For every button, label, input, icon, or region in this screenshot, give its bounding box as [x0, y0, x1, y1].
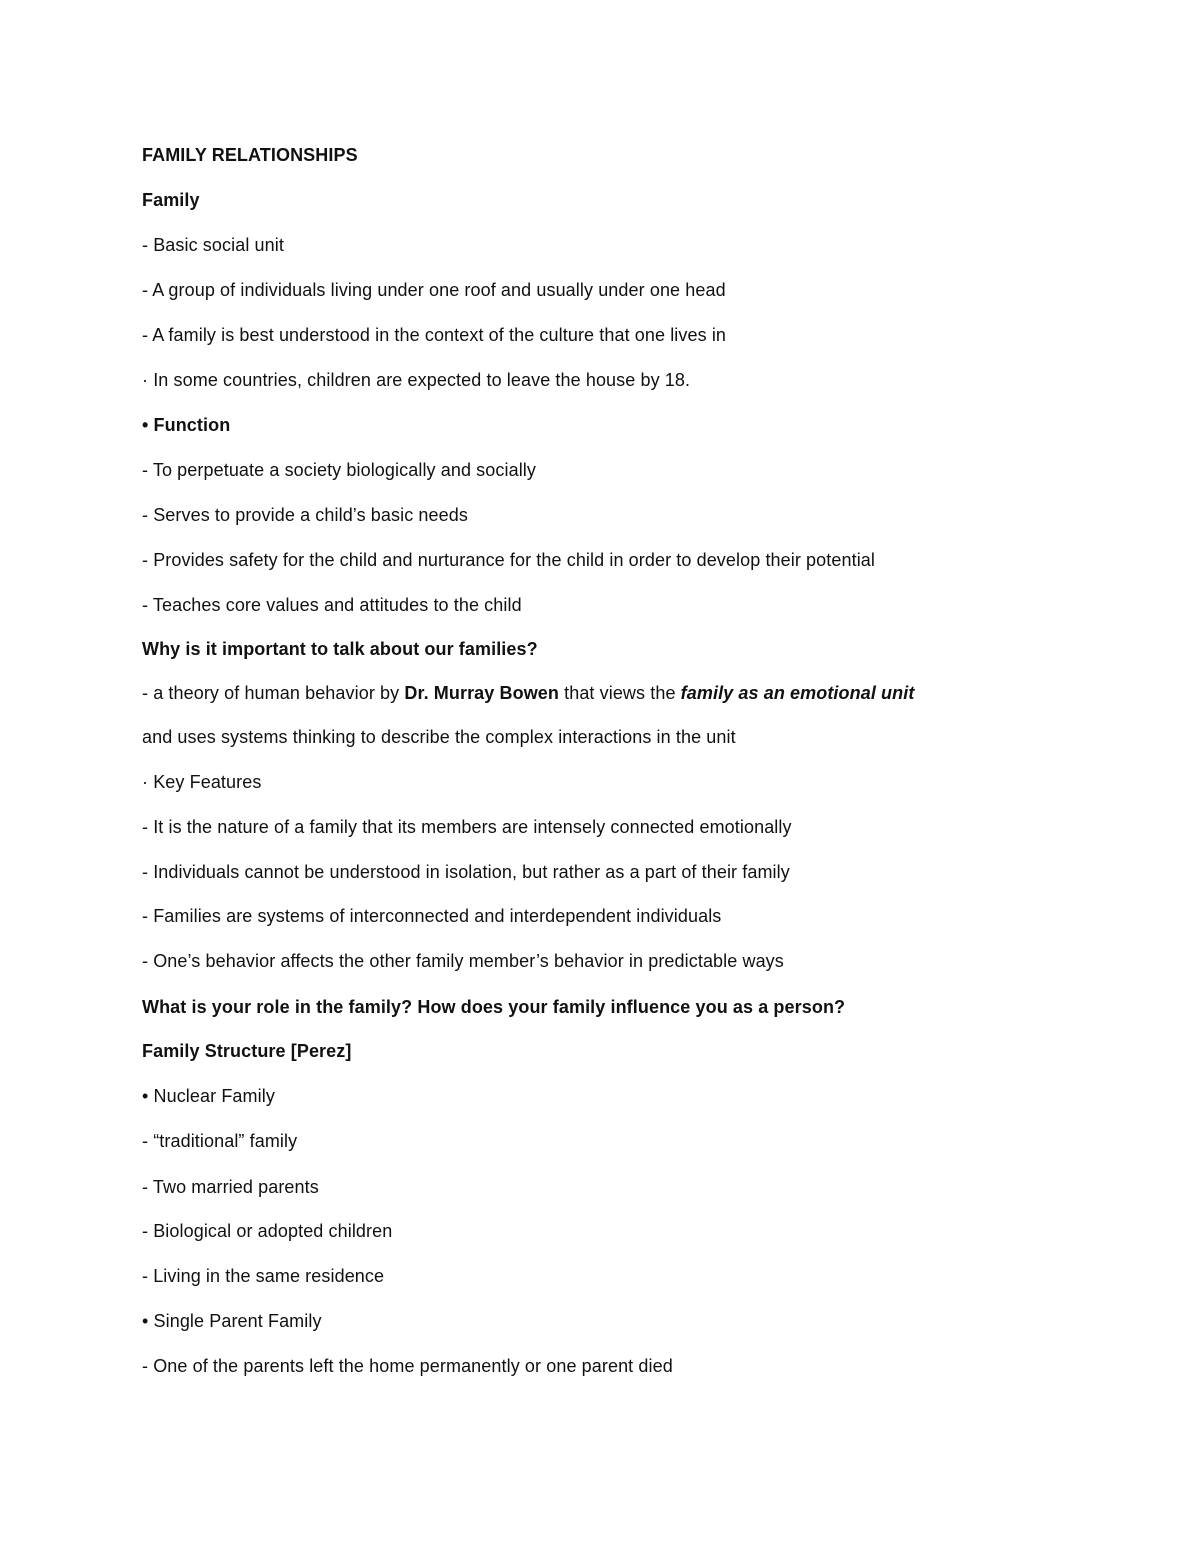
bullet-line: - Individuals cannot be understood in isolation, but rather as a part of their family [142, 862, 790, 882]
bullet-line: - Two married parents [142, 1177, 319, 1197]
bullet-line: - To perpetuate a society biologically and socially [142, 460, 536, 480]
bullet-line: - Teaches core values and attitudes to the child [142, 595, 522, 615]
bullet-line: - Provides safety for the child and nurturance for the child in order to develop their potential [142, 550, 876, 570]
bowen-emphasis: family as an emotional unit [680, 683, 915, 703]
bullet-line: - One’s behavior affects the other family member’s behavior in predictable ways [142, 951, 784, 971]
heading-family: Family [142, 190, 200, 210]
bullet-line: • Single Parent Family [142, 1311, 322, 1331]
bullet-line: - Serves to provide a child’s basic needs [142, 505, 468, 525]
bowen-name: Dr. Murray Bowen [404, 683, 559, 703]
heading-family-structure: Family Structure [Perez] [142, 1041, 352, 1061]
bowen-middle: that views the [559, 683, 681, 703]
bullet-line: - Biological or adopted children [142, 1221, 393, 1241]
heading-role-question: What is your role in the family? How does your family influence you as a person? [142, 997, 846, 1017]
bullet-line: - Basic social unit [142, 235, 284, 255]
bullet-line: · In some countries, children are expected to leave the house by 18. [142, 370, 691, 390]
bullet-line: - Living in the same residence [142, 1266, 385, 1286]
heading-why-important: Why is it important to talk about our families? [142, 639, 538, 659]
heading-function: • Function [142, 415, 231, 435]
text-line: and uses systems thinking to describe the complex interactions in the unit [142, 727, 736, 747]
bullet-line: - Families are systems of interconnected and interdependent individuals [142, 906, 722, 926]
bullet-line: - A family is best understood in the context of the culture that one lives in [142, 325, 727, 345]
bullet-line: - It is the nature of a family that its members are intensely connected emotionally [142, 817, 792, 837]
bowen-theory-line [142, 681, 914, 705]
bullet-line: - One of the parents left the home permanently or one parent died [142, 1356, 673, 1376]
bowen-prefix: - a theory of human behavior by [142, 683, 405, 703]
bullet-line: - A group of individuals living under one roof and usually under one head [142, 280, 726, 300]
bullet-line: • Nuclear Family [142, 1086, 275, 1106]
document-title: FAMILY RELATIONSHIPS [142, 145, 358, 165]
bullet-line: - “traditional” family [142, 1131, 298, 1151]
subheading-key-features: · Key Features [142, 772, 262, 792]
